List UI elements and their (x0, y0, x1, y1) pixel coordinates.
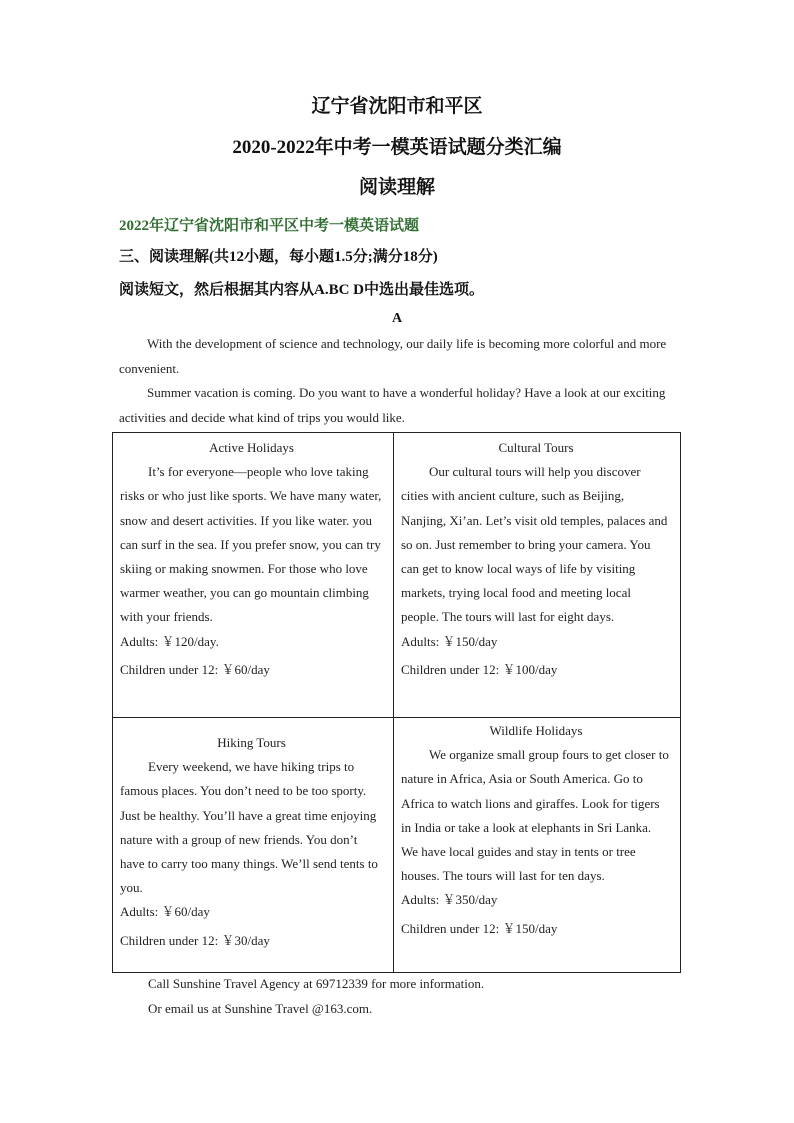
document-title-topic: 阅读理解 (358, 177, 435, 198)
contact-email-line: Or email us at Sunshine Travel @163.com. (148, 1001, 373, 1016)
table-divider-horizontal (113, 717, 680, 718)
table-cell-hiking-tours (120, 731, 383, 953)
cell-adult-price: Adults: ￥120/day. (120, 633, 219, 649)
cell-title: Hiking Tours (217, 735, 286, 750)
exam-section-title: 2022年辽宁省沈阳市和平区中考一模英语试题 (119, 218, 420, 234)
cell-child-price: Children under 12: ￥30/day (120, 932, 270, 948)
cell-title: Cultural Tours (498, 440, 574, 455)
cell-adult-price: Adults: ￥350/day (401, 892, 498, 908)
passage-paragraph-2: Summer vacation is coming. Do you want to have a wonderful holiday? Have a look at our exciting activities and decide what kind of trips you would like. (119, 385, 666, 425)
travel-options-table (112, 432, 681, 973)
passage-label: A (391, 311, 403, 326)
document-title-collection: 2020-2022年中考一模英语试题分类汇编 (232, 137, 562, 158)
table-cell-wildlife-holidays (401, 719, 671, 941)
cell-adult-price: Adults: ￥60/day (120, 904, 210, 920)
cell-title: Active Holidays (209, 440, 294, 455)
cell-child-price: Children under 12: ￥100/day (401, 661, 558, 677)
table-cell-active-holidays (120, 436, 383, 682)
table-cell-cultural-tours (401, 436, 671, 682)
question-heading: 三、阅读理解(共12小题，每小题1.5分;满分18分) (119, 249, 438, 265)
cell-title: Wildlife Holidays (489, 723, 583, 738)
passage-paragraph-1: With the development of science and technology, our daily life is becoming more colorful and more convenient. (119, 336, 667, 376)
cell-body: Our cultural tours will help you discover cities with ancient culture, such as Beijing, Nanjing, Xi’an. Let’s visit old temples, palaces and so on. Just remember to bring your camera. You can get to know local ways of life by visiting markets, trying local food and meeting local people. The tours will last for eight days. (401, 464, 668, 625)
cell-child-price: Children under 12: ￥150/day (401, 920, 558, 936)
cell-child-price: Children under 12: ￥60/day (120, 661, 270, 677)
question-instruction: 阅读短文，然后根据其内容从A.BC D中选出最佳选项。 (119, 282, 485, 298)
cell-adult-price: Adults: ￥150/day (401, 633, 498, 649)
document-title-region: 辽宁省沈阳市和平区 (311, 96, 483, 117)
table-divider-vertical (393, 433, 394, 972)
cell-body: It’s for everyone—people who love taking risks or who just like sports. We have many water, snow and desert activities. If you like water. you can surf in the sea. If you prefer snow, you can try skiing or making snowmen. For those who love warmer weather, you can go mountain climbing with your friends. (120, 464, 382, 625)
cell-body: We organize small group fours to get closer to nature in Africa, Asia or South America. Go to Africa to watch lions and giraffes. Look for tigers in India or take a look at elephants in Sri Lanka. We have local guides and stay in tents or tree houses. The tours will last for ten days. (401, 747, 669, 884)
cell-body: Every weekend, we have hiking trips to famous places. You don’t need to be too sporty. Just be healthy. You’ll have a great time enjoying nature with a group of new friends. You don’t have to carry too many things. We’ll send tents to you. (120, 759, 378, 896)
contact-phone-line: Call Sunshine Travel Agency at 69712339 for more information. (148, 976, 485, 991)
